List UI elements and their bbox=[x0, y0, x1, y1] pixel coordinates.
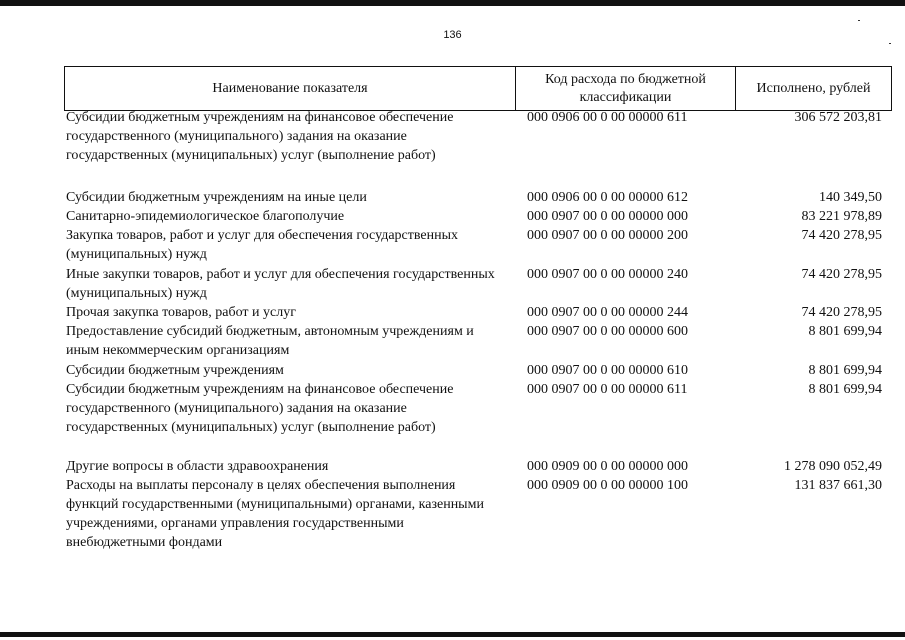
row-code: 000 0906 00 0 00 00000 611 bbox=[527, 110, 688, 125]
row-amount: 74 420 278,95 bbox=[801, 228, 882, 243]
row-amount: 8 801 699,94 bbox=[808, 382, 882, 397]
top-border bbox=[0, 0, 905, 6]
page-number: 136 bbox=[443, 29, 462, 41]
row-name: Субсидии бюджетным учреждениям на финансовое обеспечение государственного (муниципального) задания на оказание государственных (муниципальных) услуг (выполнение работ) bbox=[66, 110, 454, 163]
table-row bbox=[64, 380, 892, 457]
table-row bbox=[64, 476, 892, 556]
table-row bbox=[64, 322, 892, 361]
row-code: 000 0907 00 0 00 00000 240 bbox=[527, 267, 688, 282]
row-amount: 306 572 203,81 bbox=[794, 110, 882, 125]
header-amount: Исполнено, рублей bbox=[756, 80, 871, 96]
row-name: Предоставление субсидий бюджетным, автономным учреждениям и иным некоммерческим организациям bbox=[66, 324, 474, 358]
row-name: Расходы на выплаты персоналу в целях обеспечения выполнения функций государственными (муниципальными) органами, казенными учреждениями, органами управления государственными внебюджетными фондами bbox=[66, 478, 484, 550]
table-row bbox=[64, 108, 892, 188]
scan-speck bbox=[858, 20, 860, 21]
table-row bbox=[64, 361, 892, 380]
table-row bbox=[64, 265, 892, 303]
row-name: Прочая закупка товаров, работ и услуг bbox=[66, 305, 296, 320]
header-code: Код расхода по бюджетной классификации bbox=[516, 67, 736, 110]
row-amount: 8 801 699,94 bbox=[808, 363, 882, 378]
row-code: 000 0907 00 0 00 00000 600 bbox=[527, 324, 688, 339]
table-header bbox=[64, 66, 892, 111]
table-row bbox=[64, 207, 892, 226]
header-name: Наименование показателя bbox=[65, 67, 516, 110]
row-code: 000 0907 00 0 00 00000 244 bbox=[527, 305, 688, 320]
row-code: 000 0907 00 0 00 00000 610 bbox=[527, 363, 688, 378]
scan-speck bbox=[889, 43, 891, 44]
row-amount: 140 349,50 bbox=[819, 190, 882, 205]
table-row bbox=[64, 457, 892, 476]
row-name: Субсидии бюджетным учреждениям на иные цели bbox=[66, 190, 367, 205]
row-amount: 83 221 978,89 bbox=[801, 209, 882, 224]
table-body bbox=[64, 108, 892, 556]
bottom-border bbox=[0, 632, 905, 637]
row-amount: 1 278 090 052,49 bbox=[784, 459, 882, 474]
row-code: 000 0909 00 0 00 00000 100 bbox=[527, 478, 688, 493]
row-code: 000 0907 00 0 00 00000 200 bbox=[527, 228, 688, 243]
row-code: 000 0906 00 0 00 00000 612 bbox=[527, 190, 688, 205]
row-amount: 74 420 278,95 bbox=[801, 305, 882, 320]
row-name: Иные закупки товаров, работ и услуг для обеспечения государственных (муниципальных) нужд bbox=[66, 267, 495, 301]
row-code: 000 0909 00 0 00 00000 000 bbox=[527, 459, 688, 474]
row-name: Закупка товаров, работ и услуг для обеспечения государственных (муниципальных) нужд bbox=[66, 228, 459, 262]
table-row bbox=[64, 226, 892, 265]
row-amount: 8 801 699,94 bbox=[808, 324, 882, 339]
row-name: Субсидии бюджетным учреждениям на финансовое обеспечение государственного (муниципального) задания на оказание государственных (муниципальных) услуг (выполнение работ) bbox=[66, 382, 454, 435]
row-code: 000 0907 00 0 00 00000 000 bbox=[527, 209, 688, 224]
table-row bbox=[64, 188, 892, 207]
table-row bbox=[64, 303, 892, 322]
row-amount: 74 420 278,95 bbox=[801, 267, 882, 282]
row-amount: 131 837 661,30 bbox=[794, 478, 882, 493]
row-name: Субсидии бюджетным учреждениям bbox=[66, 363, 284, 378]
row-code: 000 0907 00 0 00 00000 611 bbox=[527, 382, 688, 397]
row-name: Другие вопросы в области здравоохранения bbox=[66, 459, 329, 474]
row-name: Санитарно-эпидемиологическое благополучие bbox=[66, 209, 345, 224]
